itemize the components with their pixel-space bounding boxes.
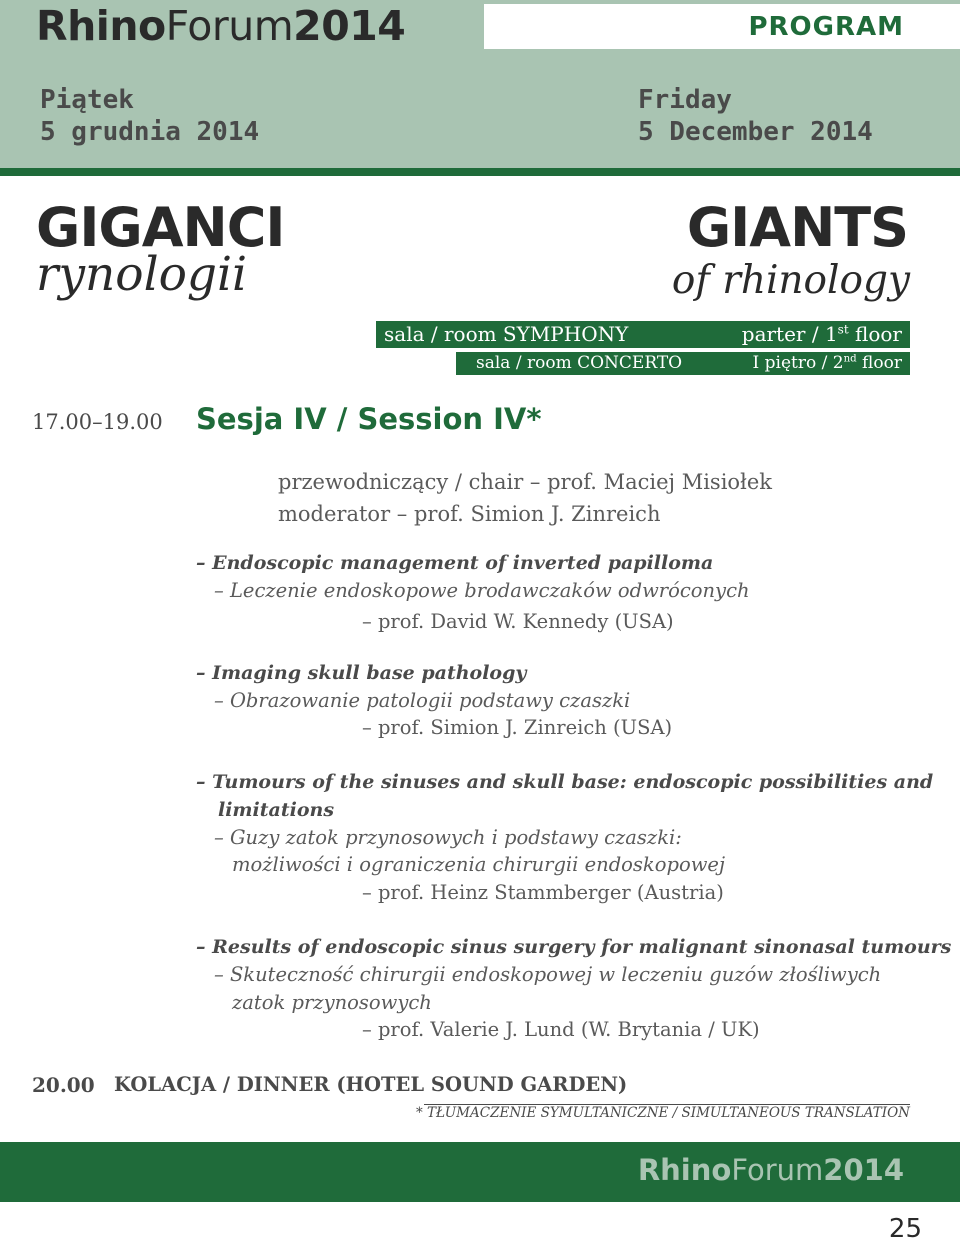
talk-3-title-en: – Tumours of the sinuses and skull base: endoscopic possibilities and <box>196 771 934 793</box>
title-polish-sub: rynologii <box>36 247 248 302</box>
title-polish-main: GIGANCI <box>36 196 285 259</box>
brand-light: Forum <box>165 2 294 50</box>
footer-brand-light: Forum <box>731 1153 824 1187</box>
footer-brand-logo <box>638 1153 904 1187</box>
floor-text: I piętro / 2 <box>752 353 844 373</box>
room-concerto-floor <box>753 353 902 373</box>
room-symphony-floor <box>742 322 902 346</box>
program-label: PROGRAM <box>748 12 904 42</box>
floor-sup: nd <box>843 353 857 365</box>
day-english: Friday <box>638 85 732 115</box>
talk-4-speaker: – prof. Valerie J. Lund (W. Brytania / UK) <box>362 1018 760 1041</box>
floor-end: floor <box>856 353 902 373</box>
talk-1-title-pl: – Leczenie endoskopowe brodawczaków odwróconych <box>214 579 750 602</box>
floor-sup: st <box>837 322 849 337</box>
brand-year: 2014 <box>293 2 406 50</box>
talk-3-title-en-cont: limitations <box>218 799 335 821</box>
talk-1-title-en: – Endoscopic management of inverted papilloma <box>196 552 714 574</box>
dinner-time: 20.00 <box>32 1073 95 1097</box>
translation-note: * TŁUMACZENIE SYMULTANICZNE / SIMULTANEOUS TRANSLATION <box>415 1105 910 1121</box>
talk-3-speaker: – prof. Heinz Stammberger (Austria) <box>362 881 724 904</box>
floor-text: parter / 1 <box>741 322 838 346</box>
title-english-sub: of rhinology <box>671 258 910 303</box>
room-bar-symphony <box>376 321 910 348</box>
footer-brand-year: 2014 <box>823 1153 904 1187</box>
date-polish <box>40 84 259 148</box>
dinner-text: KOLACJA / DINNER (HOTEL SOUND GARDEN) <box>114 1073 628 1096</box>
session-title: Sesja IV / Session IV* <box>196 402 542 436</box>
talk-2-speaker: – prof. Simion J. Zinreich (USA) <box>362 716 673 739</box>
session-chair: przewodniczący / chair – prof. Maciej Misiołek <box>278 470 773 494</box>
talk-4-title-pl-cont: zatok przynosowych <box>232 991 432 1014</box>
talk-1-speaker: – prof. David W. Kennedy (USA) <box>362 610 674 633</box>
talk-2-title-en: – Imaging skull base pathology <box>196 662 527 684</box>
brand-bold: Rhino <box>36 2 166 50</box>
title-english-main: GIANTS <box>686 196 908 259</box>
room-symphony-label: sala / room SYMPHONY <box>384 322 629 346</box>
talk-4-title-en: – Results of endoscopic sinus surgery for malignant sinonasal tumours <box>196 936 952 958</box>
footer-brand-bold: Rhino <box>637 1153 732 1187</box>
page-number: 25 <box>888 1214 922 1244</box>
room-bar-concerto <box>456 352 910 375</box>
talk-3-title-pl: – Guzy zatok przynosowych i podstawy czaszki: <box>214 826 682 849</box>
date-english <box>638 84 873 148</box>
talk-4-title-pl: – Skuteczność chirurgii endoskopowej w leczeniu guzów złośliwych <box>214 963 882 986</box>
day-polish: Piątek <box>40 85 134 115</box>
talk-2-title-pl: – Obrazowanie patologii podstawy czaszki <box>214 689 631 712</box>
brand-logo <box>36 2 405 50</box>
session-moderator: moderator – prof. Simion J. Zinreich <box>278 502 661 526</box>
floor-end: floor <box>848 322 902 346</box>
session-time: 17.00–19.00 <box>32 410 163 434</box>
room-concerto-label: sala / room CONCERTO <box>476 353 683 373</box>
talk-3-title-pl-cont: możliwości i ograniczenia chirurgii endoskopowej <box>232 853 725 876</box>
date-polish-text: 5 grudnia 2014 <box>40 117 260 147</box>
date-english-text: 5 December 2014 <box>638 117 873 147</box>
header-divider <box>0 168 960 176</box>
